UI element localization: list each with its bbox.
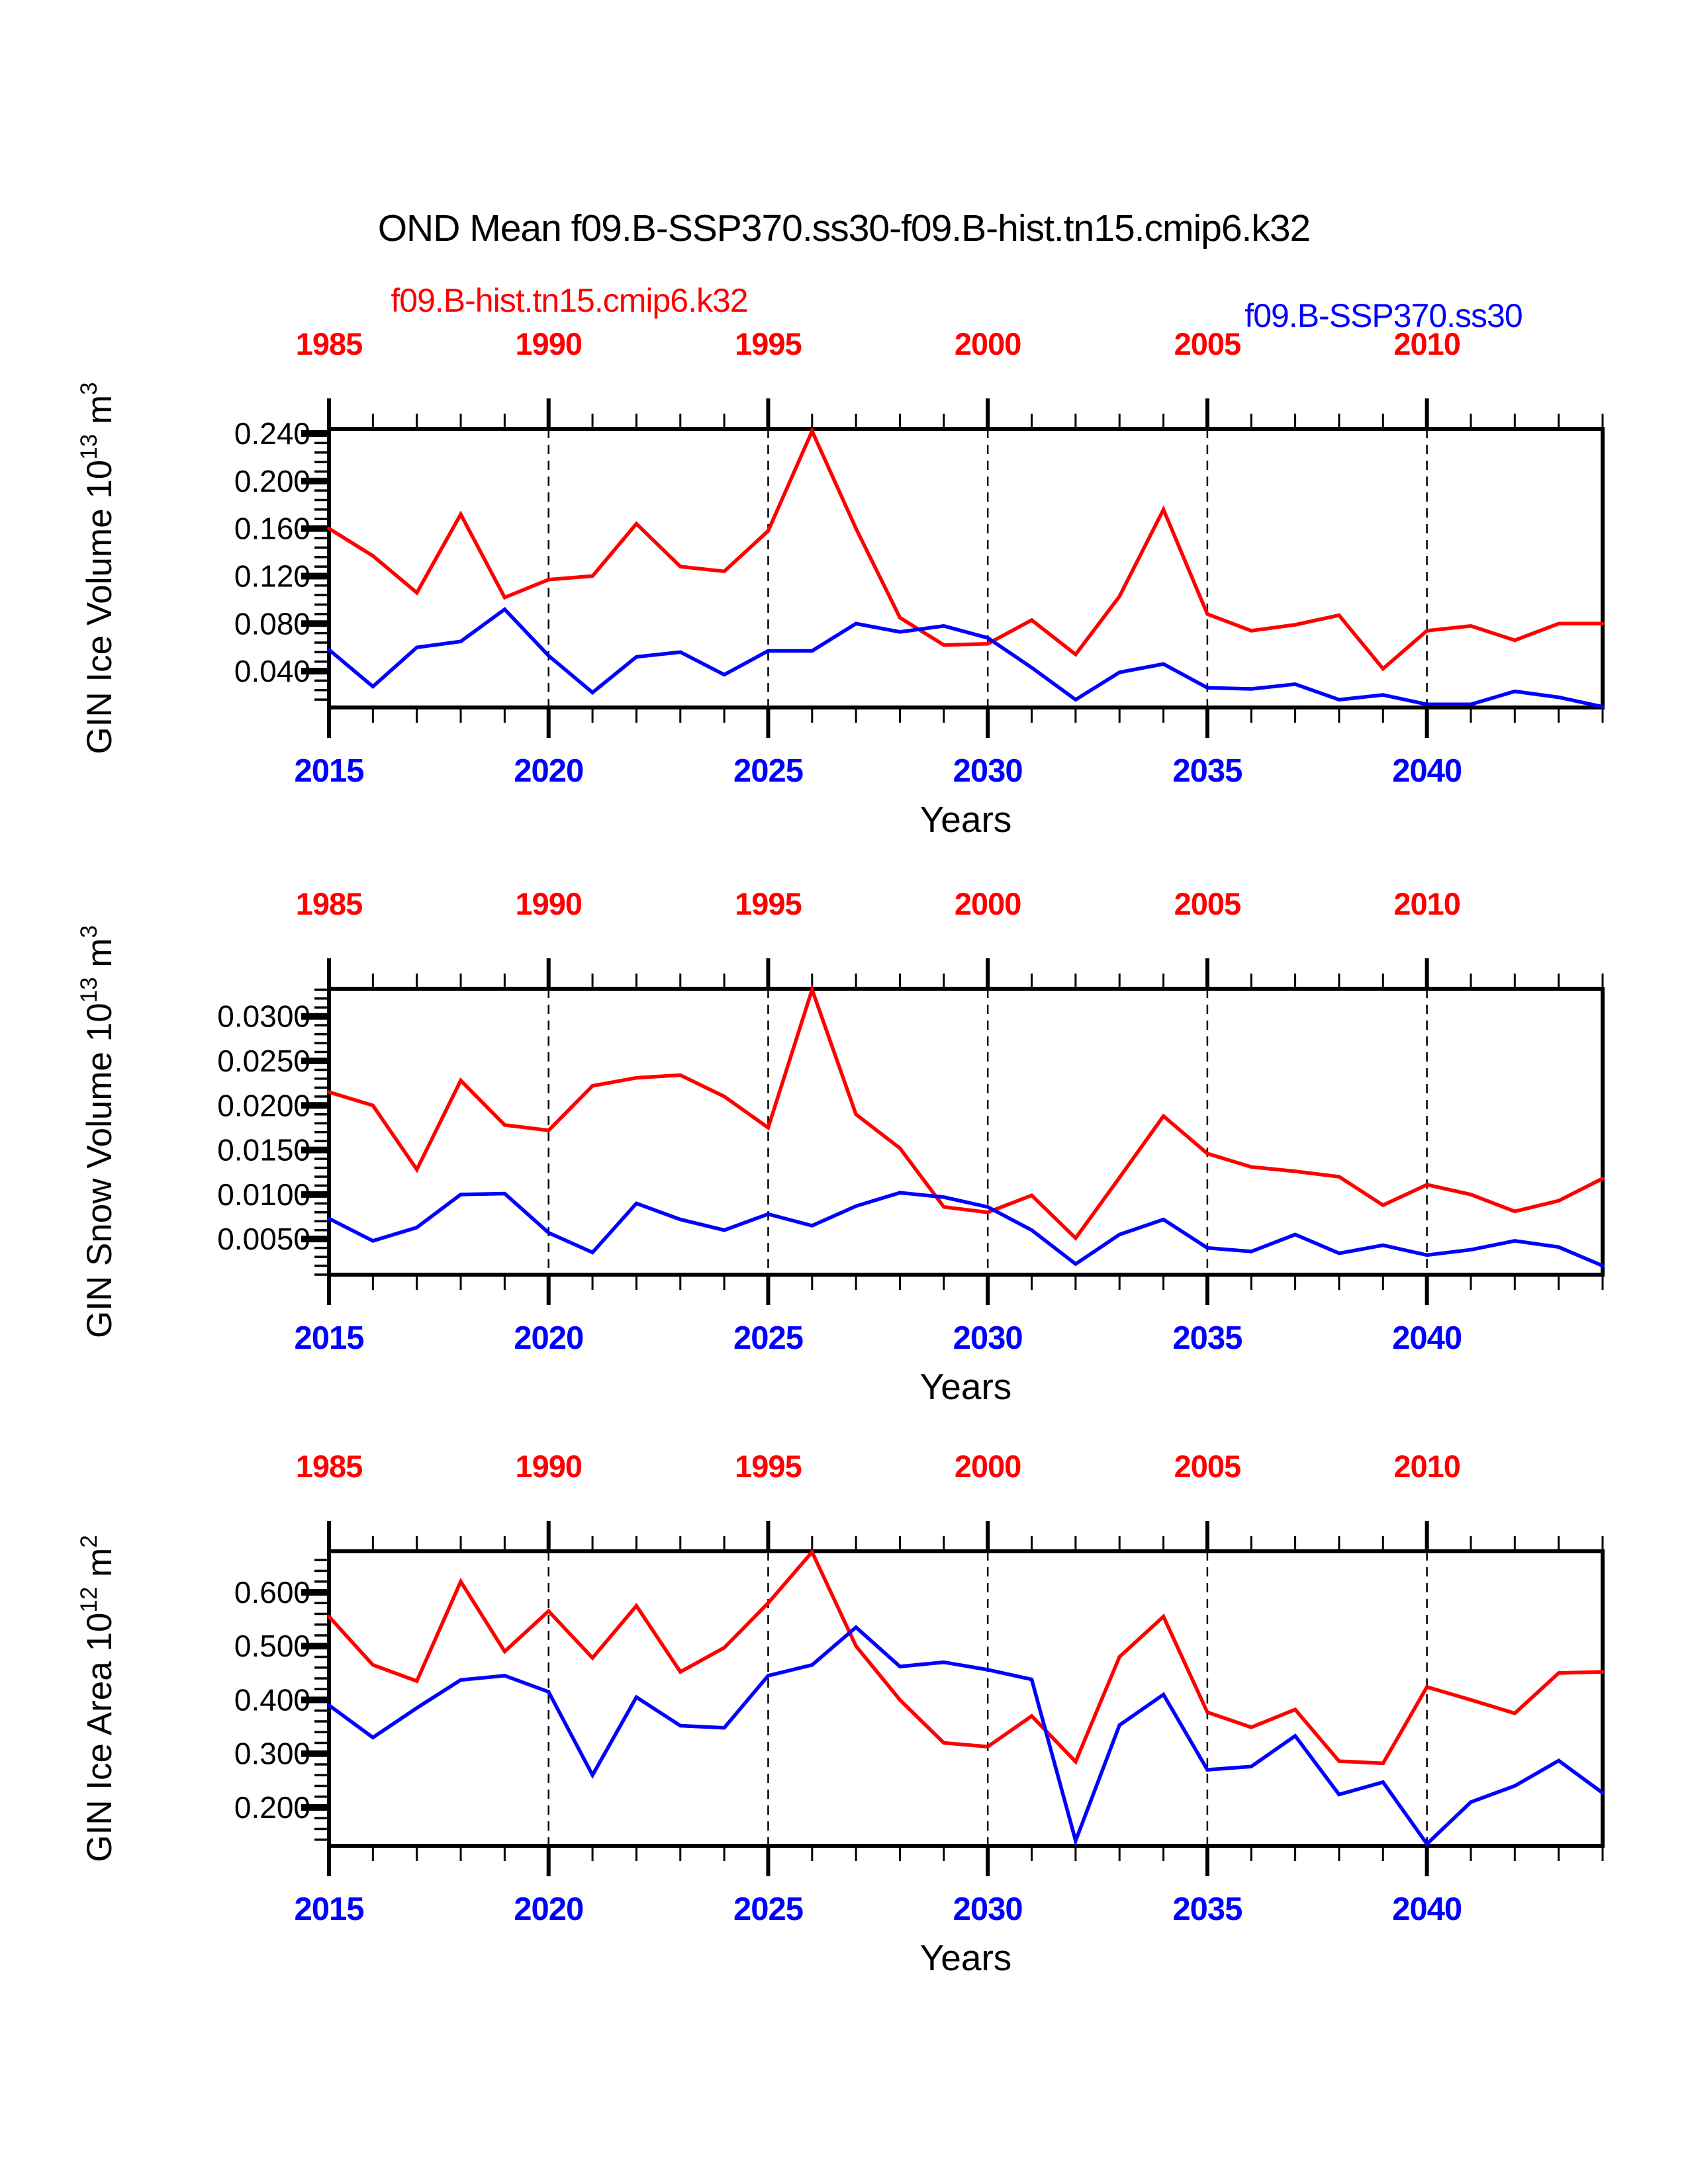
svg-text:0.0050: 0.0050 bbox=[217, 1222, 310, 1257]
svg-text:0.080: 0.080 bbox=[234, 606, 310, 641]
svg-text:0.040: 0.040 bbox=[234, 654, 310, 689]
svg-text:2020: 2020 bbox=[514, 1891, 584, 1927]
svg-text:1985: 1985 bbox=[295, 886, 363, 921]
svg-text:2015: 2015 bbox=[294, 1891, 364, 1927]
svg-text:0.200: 0.200 bbox=[234, 1790, 310, 1825]
svg-text:2000: 2000 bbox=[954, 1449, 1021, 1484]
svg-text:0.500: 0.500 bbox=[234, 1629, 310, 1664]
svg-text:1985: 1985 bbox=[295, 326, 363, 361]
svg-text:1990: 1990 bbox=[515, 1449, 583, 1484]
legend-hist-label: f09.B-hist.tn15.cmip6.k32 bbox=[391, 282, 748, 319]
svg-text:1995: 1995 bbox=[735, 886, 802, 921]
svg-text:2030: 2030 bbox=[953, 1891, 1023, 1927]
svg-text:2005: 2005 bbox=[1174, 886, 1241, 921]
svg-text:0.200: 0.200 bbox=[234, 463, 310, 498]
svg-text:2015: 2015 bbox=[294, 1320, 364, 1356]
svg-text:2035: 2035 bbox=[1172, 1320, 1243, 1356]
svg-text:2015: 2015 bbox=[294, 753, 364, 789]
svg-text:Years: Years bbox=[919, 799, 1012, 840]
svg-text:2025: 2025 bbox=[733, 1320, 803, 1356]
svg-text:1990: 1990 bbox=[515, 326, 583, 361]
svg-text:GIN Ice Volume 1013 m3: GIN Ice Volume $10^{13}$ $m^3$ bbox=[76, 382, 119, 754]
chart-title: OND Mean f09.B-SSP370.ss30-f09.B-hist.tn15.cmip6.k32 bbox=[377, 207, 1311, 250]
svg-text:Years: Years bbox=[919, 1366, 1012, 1407]
svg-text:1990: 1990 bbox=[515, 886, 583, 921]
svg-text:0.300: 0.300 bbox=[234, 1736, 310, 1771]
svg-text:0.240: 0.240 bbox=[234, 416, 310, 451]
svg-text:2035: 2035 bbox=[1172, 753, 1243, 789]
svg-text:0.0300: 0.0300 bbox=[217, 999, 310, 1034]
svg-text:0.120: 0.120 bbox=[234, 559, 310, 594]
svg-text:2020: 2020 bbox=[514, 1320, 584, 1356]
svg-text:2000: 2000 bbox=[954, 886, 1021, 921]
svg-text:0.400: 0.400 bbox=[234, 1682, 310, 1717]
svg-text:2040: 2040 bbox=[1392, 1320, 1462, 1356]
svg-text:2005: 2005 bbox=[1174, 326, 1241, 361]
svg-text:0.0250: 0.0250 bbox=[217, 1044, 310, 1079]
svg-text:2025: 2025 bbox=[733, 1891, 803, 1927]
svg-text:2005: 2005 bbox=[1174, 1449, 1241, 1484]
svg-text:0.600: 0.600 bbox=[234, 1574, 310, 1610]
svg-text:2030: 2030 bbox=[953, 753, 1023, 789]
svg-text:2030: 2030 bbox=[953, 1320, 1023, 1356]
svg-text:2020: 2020 bbox=[514, 753, 584, 789]
svg-text:2000: 2000 bbox=[954, 326, 1021, 361]
svg-text:2025: 2025 bbox=[733, 753, 803, 789]
svg-text:2040: 2040 bbox=[1392, 1891, 1462, 1927]
svg-text:2010: 2010 bbox=[1393, 886, 1460, 921]
svg-text:1995: 1995 bbox=[735, 1449, 802, 1484]
svg-text:0.0150: 0.0150 bbox=[217, 1132, 310, 1167]
svg-text:0.0200: 0.0200 bbox=[217, 1088, 310, 1123]
svg-text:Years: Years bbox=[919, 1937, 1012, 1978]
svg-text:0.160: 0.160 bbox=[234, 511, 310, 546]
svg-text:1985: 1985 bbox=[295, 1449, 363, 1484]
svg-text:2040: 2040 bbox=[1392, 753, 1462, 789]
svg-text:GIN Snow Volume 1013 m3: GIN Snow Volume $10^{13}$ $m^3$ bbox=[76, 925, 119, 1338]
svg-text:2010: 2010 bbox=[1393, 326, 1460, 361]
svg-text:0.0100: 0.0100 bbox=[217, 1177, 310, 1212]
svg-text:2010: 2010 bbox=[1393, 1449, 1460, 1484]
svg-text:1995: 1995 bbox=[735, 326, 802, 361]
svg-text:GIN Ice Area 1012 m2: GIN Ice Area $10^{12}$ $m^2$ bbox=[76, 1535, 119, 1862]
svg-text:2035: 2035 bbox=[1172, 1891, 1243, 1927]
legend-ssp-label: f09.B-SSP370.ss30 bbox=[1244, 297, 1523, 334]
